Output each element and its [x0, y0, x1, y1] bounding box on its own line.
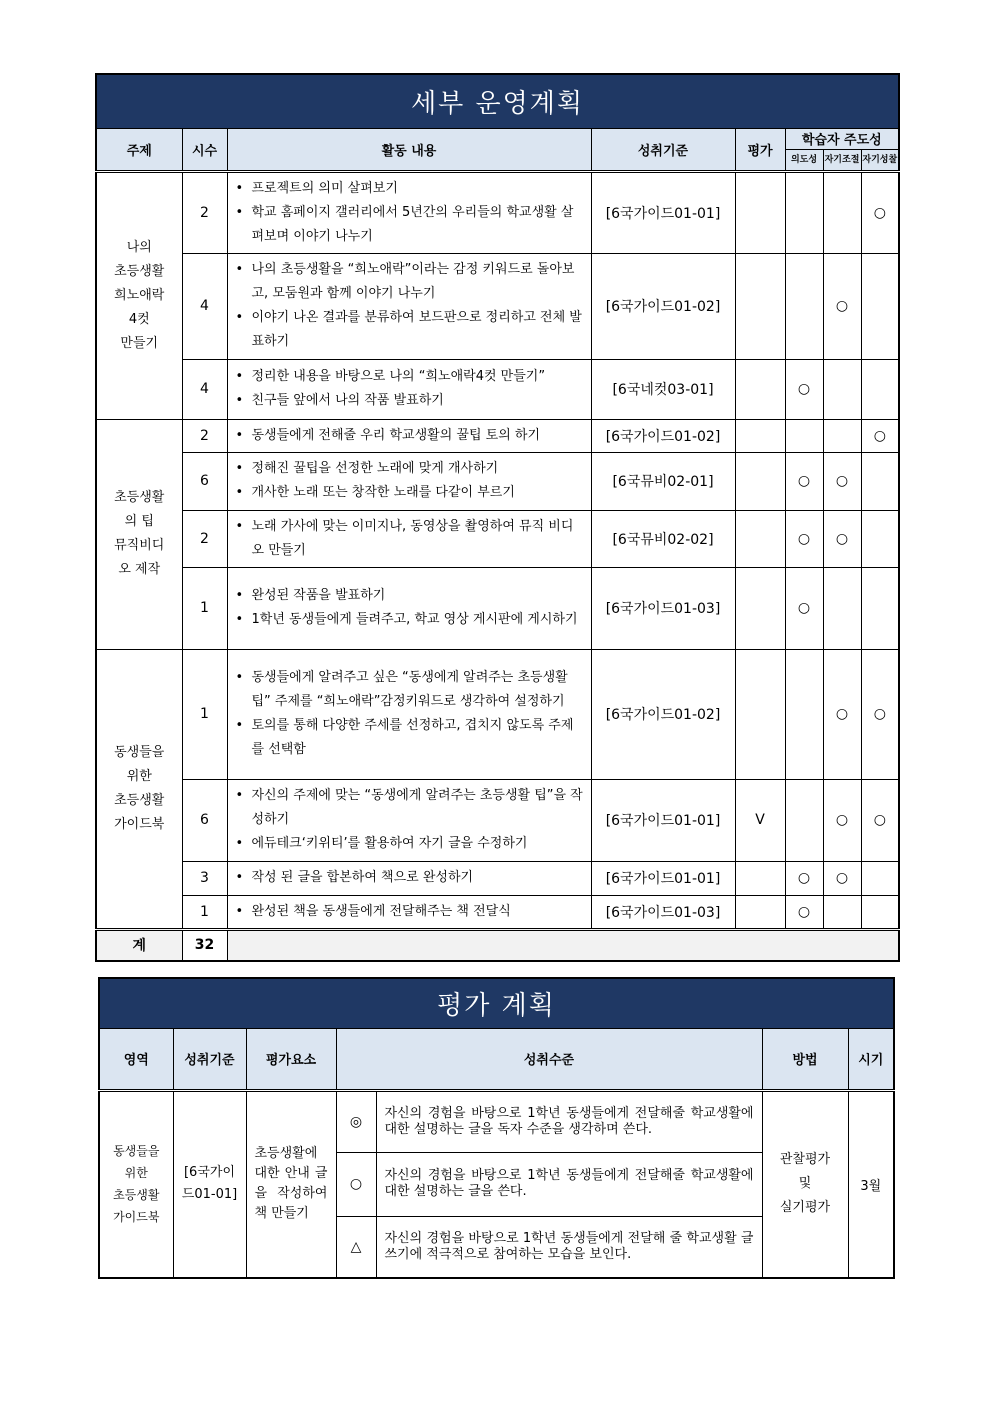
level-symbol: ◎ — [336, 1090, 376, 1152]
mark-regulation — [823, 419, 861, 452]
standard-cell: [6국가이 드01-01] — [173, 1090, 246, 1278]
time-cell: 3월 — [848, 1090, 894, 1278]
hours-cell: 1 — [182, 895, 227, 929]
activity-item: • 노래 가사에 맞는 이미지나, 동영상을 촬영하여 뮤직 비디오 만들기 — [234, 515, 585, 563]
activity-item: • 정리한 내용을 바탕으로 나의 “희노애락4컷 만들기” — [234, 365, 585, 389]
header-topic: 주제 — [96, 128, 182, 171]
level-desc: 자신의 경험을 바탕으로 1학년 동생들에게 전달해줄 학교생활에 대한 설명하는 글을 독자 수준을 생각하며 쓴다. — [376, 1090, 762, 1152]
level-row — [99, 1090, 894, 1152]
activity-item: • 자신의 주제에 맞는 “동생에게 알려주는 초등생활 팁”을 작성하기 — [234, 784, 585, 832]
hours-cell: 4 — [182, 253, 227, 359]
area-cell: 동생들을 위한 초등생활 가이드북 — [99, 1090, 173, 1278]
activity-item: • 나의 초등생활을 “희노애락”이라는 감정 키워드로 돌아보고, 모둠원과 함께 이야기 나누기 — [234, 258, 585, 306]
eval-cell — [735, 510, 785, 567]
header-standard: 성취기준 — [591, 128, 735, 171]
activity-cell — [227, 895, 591, 929]
activity-item: • 친구들 앞에서 나의 작품 발표하기 — [234, 389, 585, 413]
activity-cell — [227, 861, 591, 895]
header-level: 성취수준 — [336, 1028, 762, 1090]
mark-intent: ○ — [785, 567, 823, 649]
eval-cell — [735, 567, 785, 649]
hours-cell: 6 — [182, 779, 227, 861]
eval-cell — [735, 895, 785, 929]
activity-item: • 동생들에게 전해줄 우리 학교생활의 꿀팁 토의 하기 — [234, 424, 585, 448]
mark-regulation — [823, 359, 861, 419]
header-self-directed: 학습자 주도성 — [785, 128, 899, 149]
mark-reflection — [861, 567, 899, 649]
eval-cell — [735, 452, 785, 510]
activity-cell — [227, 452, 591, 510]
standard-cell: [6국가이드01-02] — [591, 253, 735, 359]
table-row — [96, 510, 899, 567]
standard-cell: [6국가이드01-03] — [591, 567, 735, 649]
mark-reflection — [861, 895, 899, 929]
activity-cell — [227, 567, 591, 649]
activity-item: • 프로젝트의 의미 살펴보기 — [234, 177, 585, 201]
activity-item: • 작성 된 글을 합본하여 책으로 완성하기 — [234, 866, 585, 890]
activity-item: • 이야기 나온 결과를 분류하여 보드판으로 정리하고 전체 발표하기 — [234, 306, 585, 354]
header-element: 평가요소 — [246, 1028, 336, 1090]
standard-cell: [6국네컷03-01] — [591, 359, 735, 419]
standard-cell: [6국가이드01-01] — [591, 779, 735, 861]
level-symbol: ○ — [336, 1152, 376, 1216]
mark-reflection: ○ — [861, 171, 899, 253]
activity-cell — [227, 253, 591, 359]
element-cell: 초등생활에 대한 안내 글을 작성하여 책 만들기 — [246, 1090, 336, 1278]
total-row — [96, 929, 899, 961]
plan-title: 세부 운영계획 — [96, 74, 899, 128]
mark-regulation: ○ — [823, 452, 861, 510]
eval-cell — [735, 861, 785, 895]
evaluation-plan-table — [98, 977, 895, 1279]
table-row — [96, 452, 899, 510]
level-desc: 자신의 경험을 바탕으로 1학년 동생들에게 전달해 줄 학교생활 글쓰기에 적극적으로 참여하는 모습을 보인다. — [376, 1216, 762, 1278]
mark-reflection: ○ — [861, 779, 899, 861]
mark-regulation — [823, 567, 861, 649]
standard-cell: [6국가이드01-01] — [591, 171, 735, 253]
hours-cell: 2 — [182, 510, 227, 567]
total-hours: 32 — [182, 929, 227, 961]
mark-reflection — [861, 510, 899, 567]
mark-reflection: ○ — [861, 419, 899, 452]
table-row — [96, 861, 899, 895]
mark-regulation: ○ — [823, 649, 861, 779]
mark-intent: ○ — [785, 510, 823, 567]
header-time: 시기 — [848, 1028, 894, 1090]
hours-cell: 3 — [182, 861, 227, 895]
level-symbol: △ — [336, 1216, 376, 1278]
mark-regulation: ○ — [823, 779, 861, 861]
table-row — [96, 419, 899, 452]
mark-regulation — [823, 171, 861, 253]
standard-cell: [6국가이드01-02] — [591, 649, 735, 779]
hours-cell: 1 — [182, 649, 227, 779]
activity-cell — [227, 779, 591, 861]
topic-cell: 나의 초등생활 희노애락 4컷 만들기 — [96, 171, 182, 419]
table-row — [96, 779, 899, 861]
header-hours: 시수 — [182, 128, 227, 171]
eval-cell — [735, 359, 785, 419]
header-area: 영역 — [99, 1028, 173, 1090]
activity-item: • 완성된 작품을 발표하기 — [234, 584, 585, 608]
standard-cell: [6국가이드01-02] — [591, 419, 735, 452]
activity-item: • 에듀테크‘키위티’를 활용하여 자기 글을 수정하기 — [234, 832, 585, 856]
mark-reflection — [861, 359, 899, 419]
header-method: 방법 — [762, 1028, 848, 1090]
activity-item: • 정해진 꿀팁을 선정한 노래에 맞게 개사하기 — [234, 457, 585, 481]
mark-regulation: ○ — [823, 861, 861, 895]
eval-title: 평가 계획 — [99, 978, 894, 1028]
table-row — [96, 171, 899, 253]
mark-intent: ○ — [785, 895, 823, 929]
standard-cell: [6국뮤비02-02] — [591, 510, 735, 567]
hours-cell: 2 — [182, 419, 227, 452]
table-row — [96, 895, 899, 929]
standard-cell: [6국뮤비02-01] — [591, 452, 735, 510]
activity-item: • 1학년 동생들에게 들려주고, 학교 영상 게시판에 게시하기 — [234, 608, 585, 632]
mark-reflection: ○ — [861, 649, 899, 779]
header-sub-reflection: 자기성찰 — [861, 149, 899, 171]
header-standard: 성취기준 — [173, 1028, 246, 1090]
operation-plan-table — [95, 73, 900, 962]
table-row — [96, 649, 899, 779]
activity-cell — [227, 510, 591, 567]
hours-cell: 1 — [182, 567, 227, 649]
table-row — [96, 567, 899, 649]
mark-intent — [785, 779, 823, 861]
eval-cell — [735, 649, 785, 779]
mark-intent: ○ — [785, 861, 823, 895]
mark-intent — [785, 649, 823, 779]
eval-cell — [735, 253, 785, 359]
eval-cell — [735, 419, 785, 452]
header-eval: 평가 — [735, 128, 785, 171]
hours-cell: 6 — [182, 452, 227, 510]
mark-regulation — [823, 895, 861, 929]
topic-cell: 초등생활 의 팁 뮤직비디 오 제작 — [96, 419, 182, 649]
topic-cell: 동생들을 위한 초등생활 가이드북 — [96, 649, 182, 929]
table-row — [96, 253, 899, 359]
mark-intent: ○ — [785, 452, 823, 510]
mark-reflection — [861, 861, 899, 895]
eval-cell: V — [735, 779, 785, 861]
total-label: 계 — [96, 929, 182, 961]
total-empty — [227, 929, 899, 961]
method-cell: 관찰평가 및 실기평가 — [762, 1090, 848, 1278]
header-activity: 활동 내용 — [227, 128, 591, 171]
activity-item: • 동생들에게 알려주고 싶은 “동생에게 알려주는 초등생활 팁” 주제를 “희노애락”감정키워드로 생각하여 설정하기 — [234, 666, 585, 714]
activity-item: • 완성된 책을 동생들에게 전달해주는 책 전달식 — [234, 900, 585, 924]
level-desc: 자신의 경험을 바탕으로 1학년 동생들에게 전달해줄 학교생활에 대한 설명하는 글을 쓴다. — [376, 1152, 762, 1216]
mark-intent — [785, 419, 823, 452]
activity-cell — [227, 419, 591, 452]
eval-cell — [735, 171, 785, 253]
standard-cell: [6국가이드01-01] — [591, 861, 735, 895]
hours-cell: 4 — [182, 359, 227, 419]
activity-item: • 토의를 통해 다양한 주세를 선정하고, 겹치지 않도록 주제를 선택함 — [234, 714, 585, 762]
mark-regulation: ○ — [823, 253, 861, 359]
mark-intent: ○ — [785, 359, 823, 419]
header-sub-regulation: 자기조절 — [823, 149, 861, 171]
activity-cell — [227, 171, 591, 253]
mark-reflection — [861, 452, 899, 510]
mark-reflection — [861, 253, 899, 359]
table-row — [96, 359, 899, 419]
mark-intent — [785, 171, 823, 253]
header-sub-intent: 의도성 — [785, 149, 823, 171]
standard-cell: [6국가이드01-03] — [591, 895, 735, 929]
activity-cell — [227, 649, 591, 779]
hours-cell: 2 — [182, 171, 227, 253]
mark-intent — [785, 253, 823, 359]
activity-item: • 개사한 노래 또는 창작한 노래를 다같이 부르기 — [234, 481, 585, 505]
activity-item: • 학교 홈페이지 갤러리에서 5년간의 우리들의 학교생활 살펴보며 이야기 나누기 — [234, 201, 585, 249]
activity-cell — [227, 359, 591, 419]
mark-regulation: ○ — [823, 510, 861, 567]
